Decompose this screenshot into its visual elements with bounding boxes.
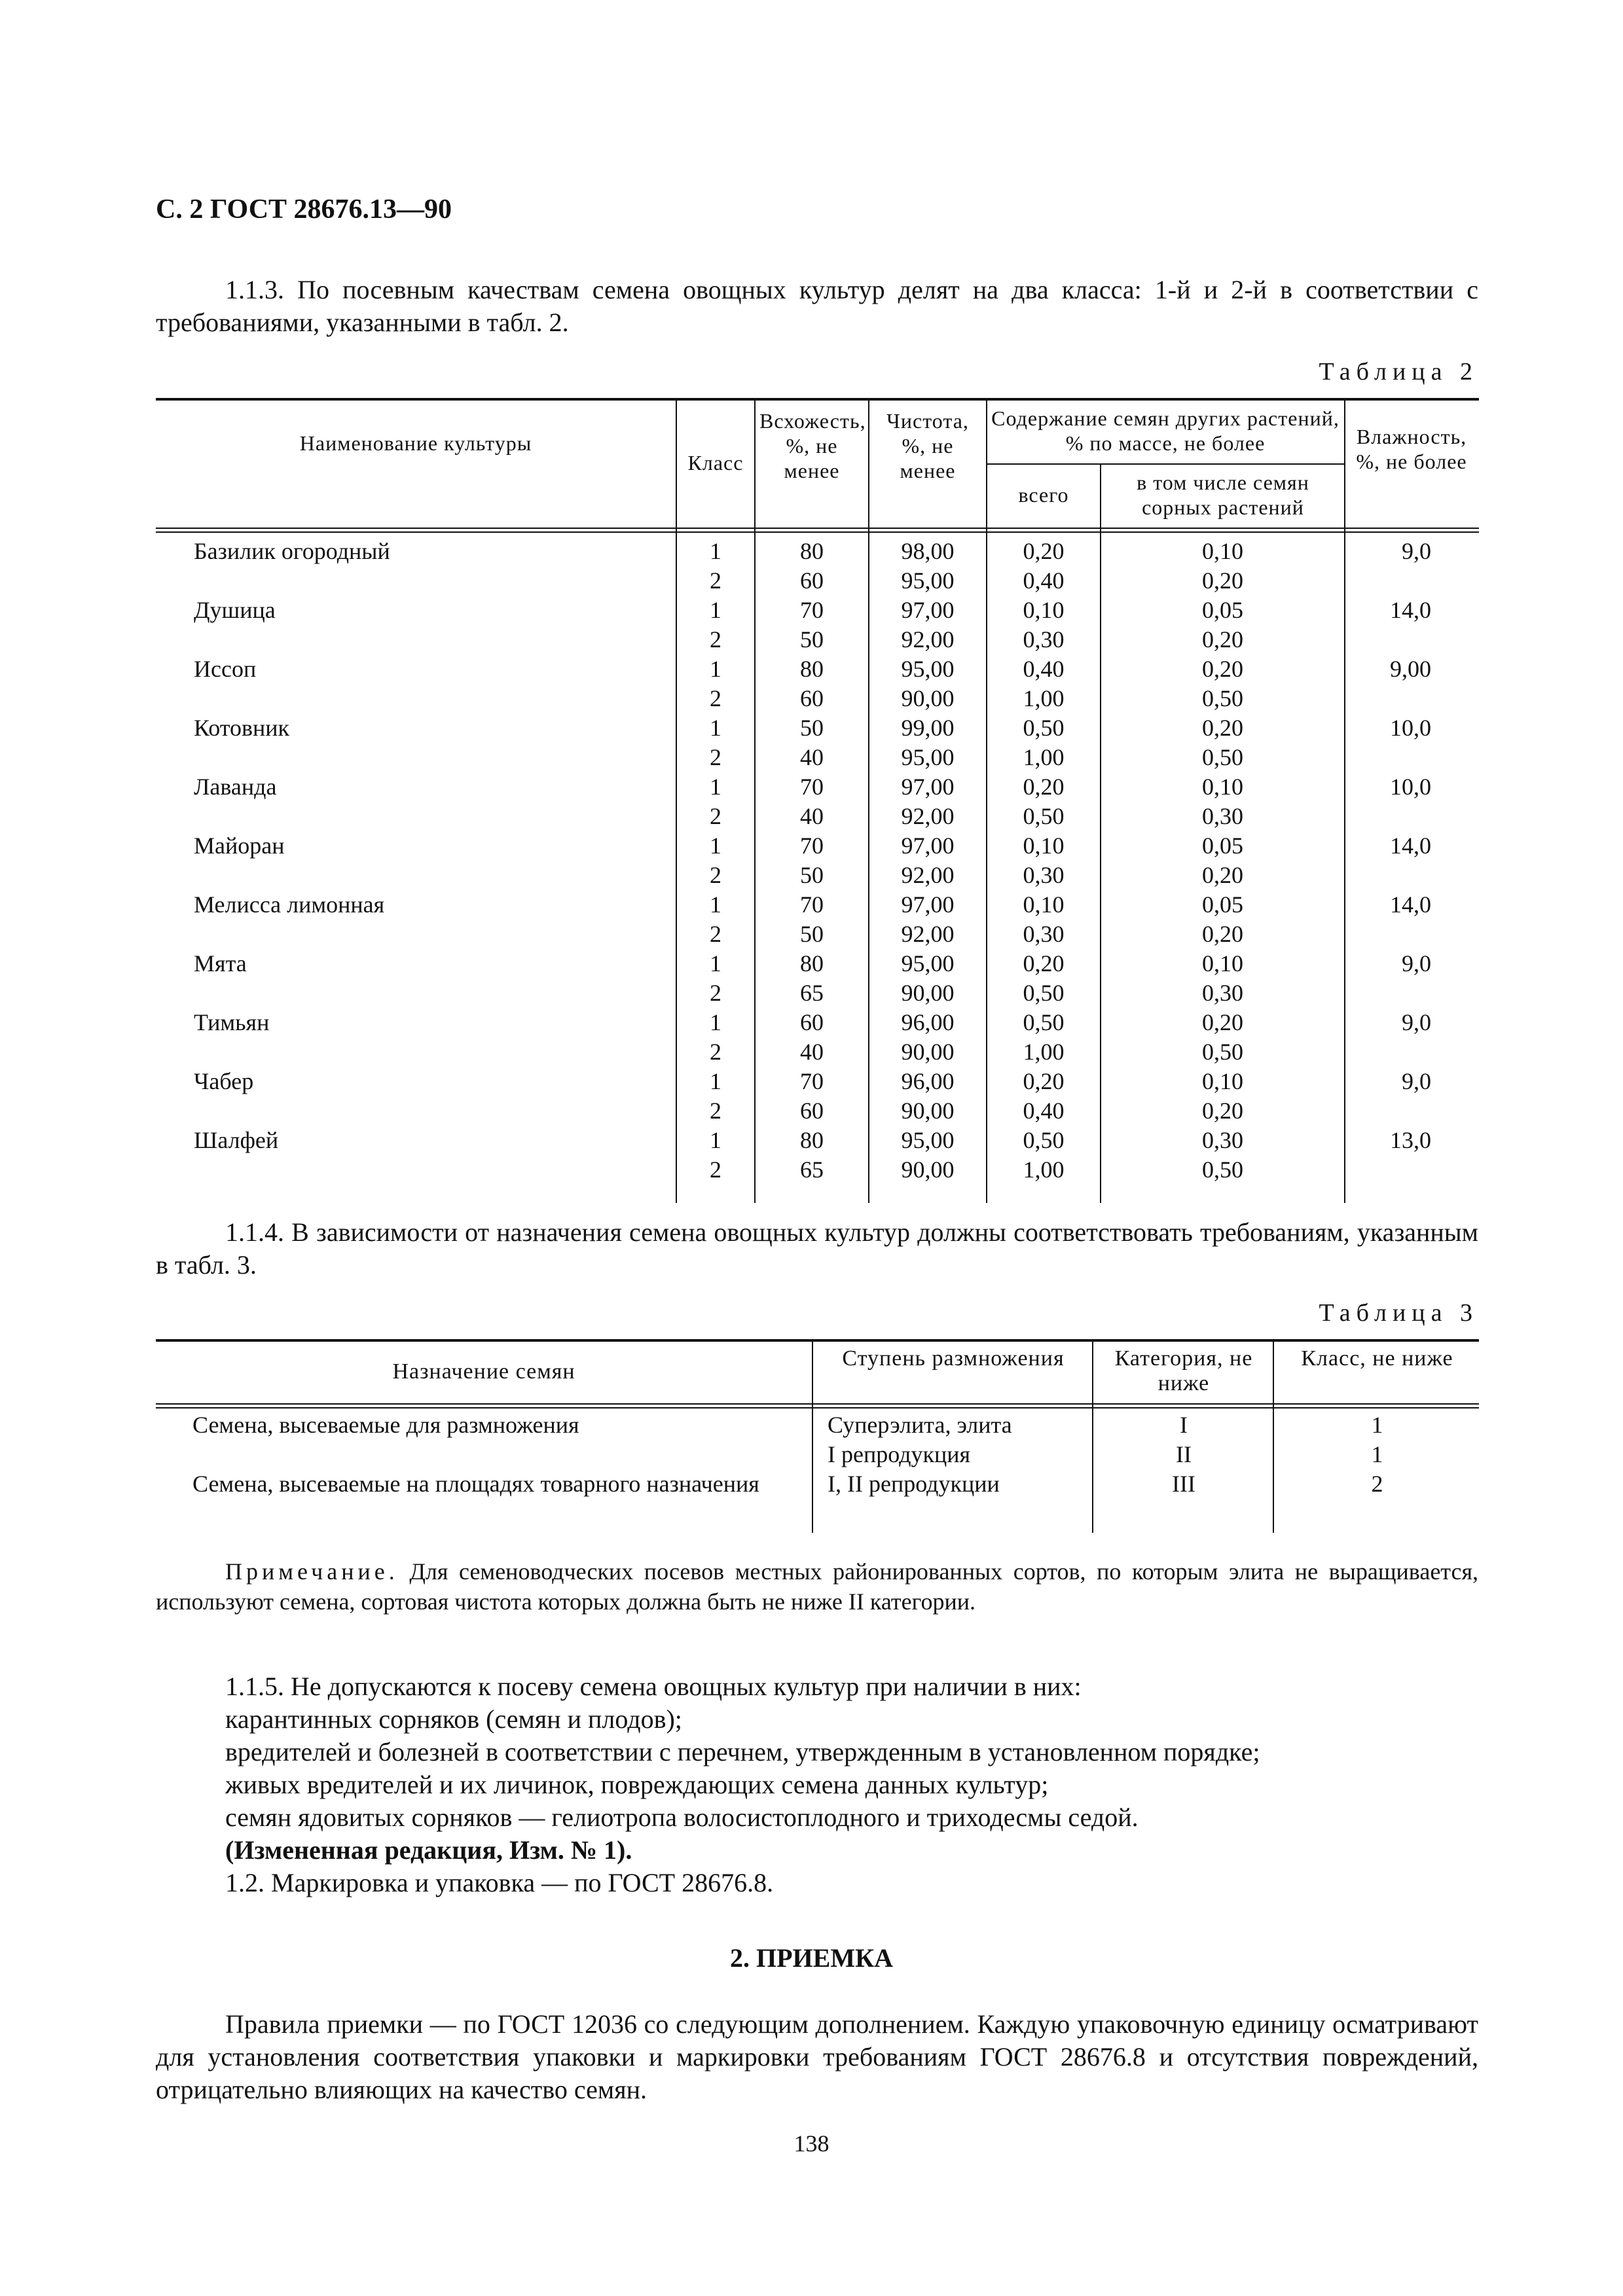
t2-purity: 95,00 (901, 744, 955, 770)
list-item: карантинных сорняков (семян и плодов); (225, 1704, 682, 1734)
t2-moisture: 14,0 (1390, 833, 1431, 859)
list-item: вредителей и болезней в соответствии с перечнем, утвержденным в установленном порядке; (225, 1737, 1260, 1767)
t2-moisture: 9,0 (1402, 950, 1431, 977)
t2-total: 0,40 (1023, 656, 1065, 682)
t2-purity: 95,00 (901, 656, 955, 682)
t3-class: 2 (1371, 1471, 1383, 1497)
t2-germination: 40 (800, 744, 824, 770)
t2-class: 2 (710, 744, 721, 770)
t2-moisture: 9,0 (1402, 538, 1431, 564)
t2-crop-name: Чабер (194, 1068, 254, 1094)
t2-purity: 96,00 (901, 1068, 955, 1094)
t2-total: 1,00 (1023, 744, 1065, 770)
t2-weeds: 0,50 (1202, 1039, 1243, 1065)
t2-germination: 60 (800, 567, 824, 594)
t2-moisture: 9,0 (1402, 1068, 1431, 1094)
t3-header-purpose: Назначение семян (392, 1359, 575, 1384)
t2-crop-name: Тимьян (194, 1009, 270, 1035)
t2-crop-name: Иссоп (194, 656, 257, 682)
table-3-note (156, 1556, 1478, 1617)
t2-purity: 98,00 (901, 538, 955, 564)
t2-moisture: 14,0 (1390, 891, 1431, 918)
t2-germination: 60 (800, 1009, 824, 1035)
t3-category: I (1180, 1412, 1188, 1438)
t2-germination: 70 (800, 1068, 824, 1094)
t2-weeds: 0,20 (1202, 862, 1243, 888)
t2-germination: 80 (800, 950, 824, 977)
t2-purity: 97,00 (901, 774, 955, 800)
t2-weeds: 0,20 (1202, 656, 1243, 682)
t2-weeds: 0,10 (1202, 538, 1243, 564)
t2-class: 2 (710, 626, 721, 653)
t2-germination: 70 (800, 597, 824, 623)
t2-class: 2 (710, 1098, 721, 1124)
table-3-caption: Таблица 3 (1319, 1299, 1478, 1327)
t2-moisture: 13,0 (1390, 1127, 1431, 1153)
t2-purity: 90,00 (901, 1098, 955, 1124)
t2-total: 0,50 (1023, 980, 1065, 1006)
paragraph-1-2: 1.2. Маркировка и упаковка — по ГОСТ 28676.8. (225, 1868, 774, 1897)
t2-class: 2 (710, 803, 721, 829)
t2-purity: 96,00 (901, 1009, 955, 1035)
t2-moisture: 14,0 (1390, 597, 1431, 623)
t2-crop-name: Шалфей (194, 1127, 279, 1153)
t2-total: 0,40 (1023, 1098, 1065, 1124)
t2-weeds: 0,10 (1202, 950, 1243, 977)
t2-germination: 70 (800, 774, 824, 800)
list-item: семян ядовитых сорняков — гелиотропа волосистоплодного и триходесмы седой. (225, 1803, 1139, 1832)
t2-germination: 80 (800, 538, 824, 564)
t3-class: 1 (1371, 1412, 1383, 1438)
t2-weeds: 0,50 (1202, 1157, 1243, 1183)
t2-class: 2 (710, 980, 721, 1006)
t2-weeds: 0,05 (1202, 891, 1243, 918)
t2-class: 1 (710, 538, 721, 564)
t2-purity: 95,00 (901, 567, 955, 594)
t3-category: II (1176, 1441, 1192, 1467)
t2-germination: 70 (800, 891, 824, 918)
t3-purpose: Семена, высеваемые на площадях товарного назначения (192, 1471, 759, 1497)
note-label: Примечание. (225, 1558, 399, 1585)
t2-total: 0,50 (1023, 803, 1065, 829)
t2-crop-name: Лаванда (194, 774, 277, 800)
list-item: живых вредителей и их личинок, повреждающих семена данных культур; (225, 1770, 1049, 1799)
t2-class: 1 (710, 597, 721, 623)
t2-crop-name: Майоран (194, 833, 285, 859)
section-2-text: Правила приемки — по ГОСТ 12036 со следующим дополнением. Каждую упаковочную единицу осматривают для установления соответствия упаковки и маркировки требованиям ГОСТ 28676.8 и отсутствия повреждений, отрицательно влияющих на качество семян. (156, 2009, 1478, 2104)
t2-total: 0,50 (1023, 1009, 1065, 1035)
t2-total: 0,30 (1023, 862, 1065, 888)
t2-weeds: 0,50 (1202, 744, 1243, 770)
header-purity: Чистота, %, не менее (886, 409, 969, 482)
t2-class: 1 (710, 1009, 721, 1035)
t2-germination: 50 (800, 921, 824, 947)
t2-class: 2 (710, 921, 721, 947)
page-number: 138 (793, 2130, 830, 2157)
t2-class: 1 (710, 1127, 721, 1153)
t2-germination: 40 (800, 1039, 824, 1065)
t2-purity: 95,00 (901, 950, 955, 977)
header-total: всего (1018, 483, 1069, 507)
t2-purity: 92,00 (901, 626, 955, 653)
t2-class: 2 (710, 685, 721, 711)
t2-crop-name: Душица (194, 597, 276, 623)
t2-weeds: 0,20 (1202, 1009, 1243, 1035)
t2-germination: 60 (800, 1098, 824, 1124)
t2-weeds: 0,20 (1202, 1098, 1243, 1124)
t2-total: 0,20 (1023, 1068, 1065, 1094)
header-germination: Всхожесть, %, не менее (759, 409, 866, 482)
t2-total: 1,00 (1023, 1039, 1065, 1065)
t2-total: 0,20 (1023, 950, 1065, 977)
t2-total: 0,50 (1023, 715, 1065, 741)
t2-class: 1 (710, 950, 721, 977)
t2-moisture: 9,00 (1390, 656, 1431, 682)
t2-weeds: 0,20 (1202, 921, 1243, 947)
header-class: Класс (687, 451, 744, 475)
t2-weeds: 0,30 (1202, 980, 1243, 1006)
t2-purity: 90,00 (901, 1039, 955, 1065)
t3-header-stage: Ступень размножения (842, 1346, 1065, 1371)
t2-weeds: 0,20 (1202, 715, 1243, 741)
t2-total: 0,30 (1023, 921, 1065, 947)
t2-germination: 70 (800, 833, 824, 859)
t2-weeds: 0,20 (1202, 567, 1243, 594)
t2-germination: 50 (800, 715, 824, 741)
t2-class: 2 (710, 1157, 721, 1183)
t3-stage: I, II репродукции (828, 1471, 1000, 1497)
t2-purity: 92,00 (901, 862, 955, 888)
t2-class: 1 (710, 715, 721, 741)
t2-class: 1 (710, 833, 721, 859)
t3-stage: Суперэлита, элита (828, 1412, 1012, 1438)
table-2-caption: Таблица 2 (1319, 358, 1478, 386)
t2-weeds: 0,05 (1202, 833, 1243, 859)
t2-moisture: 10,0 (1390, 715, 1431, 741)
header-moisture: Влажность, %, не более (1356, 425, 1467, 473)
t2-purity: 92,00 (901, 921, 955, 947)
header-weeds: в том числе семян сорных растений (1137, 471, 1309, 519)
t2-purity: 90,00 (901, 1157, 955, 1183)
t2-germination: 80 (800, 656, 824, 682)
t3-header-class: Класс, не ниже (1301, 1346, 1453, 1371)
t2-total: 0,20 (1023, 538, 1065, 564)
t2-class: 1 (710, 774, 721, 800)
t2-crop-name: Котовник (194, 715, 290, 741)
t2-total: 0,10 (1023, 891, 1065, 918)
header-other-seeds: Содержание семян других растений, % по массе, не более (991, 406, 1340, 455)
t2-purity: 99,00 (901, 715, 955, 741)
amendment-note: (Измененная редакция, Изм. № 1). (225, 1835, 632, 1865)
header-name: Наименование культуры (299, 431, 532, 455)
t2-germination: 40 (800, 803, 824, 829)
t2-germination: 80 (800, 1127, 824, 1153)
t2-purity: 95,00 (901, 1127, 955, 1153)
t2-total: 0,10 (1023, 597, 1065, 623)
t2-germination: 65 (800, 1157, 824, 1183)
t2-class: 2 (710, 862, 721, 888)
t2-germination: 50 (800, 862, 824, 888)
t2-weeds: 0,20 (1202, 626, 1243, 653)
t2-weeds: 0,10 (1202, 774, 1243, 800)
t2-total: 1,00 (1023, 685, 1065, 711)
t2-moisture: 9,0 (1402, 1009, 1431, 1035)
t3-category: III (1172, 1471, 1195, 1497)
t2-class: 2 (710, 1039, 721, 1065)
t2-germination: 60 (800, 685, 824, 711)
note-text: Для семеноводческих посевов местных районированных сортов, по которым элита не выращивается, используют семена, сортовая чистота которых должна быть не ниже II категории. (156, 1558, 1478, 1615)
t2-purity: 90,00 (901, 980, 955, 1006)
t2-germination: 50 (800, 626, 824, 653)
t2-class: 1 (710, 1068, 721, 1094)
t2-purity: 92,00 (901, 803, 955, 829)
t2-crop-name: Базилик огородный (194, 538, 390, 564)
t3-class: 1 (1371, 1441, 1383, 1467)
t2-purity: 97,00 (901, 891, 955, 918)
section-2-title: 2. ПРИЕМКА (730, 1943, 893, 1973)
t2-purity: 97,00 (901, 597, 955, 623)
t2-class: 1 (710, 656, 721, 682)
t2-purity: 97,00 (901, 833, 955, 859)
t2-total: 0,30 (1023, 626, 1065, 653)
t3-purpose: Семена, высеваемые для размножения (192, 1412, 579, 1438)
t2-moisture: 10,0 (1390, 774, 1431, 800)
t2-germination: 65 (800, 980, 824, 1006)
t3-stage: I репродукция (828, 1441, 971, 1467)
paragraph-1-1-3: 1.1.3. По посевным качествам семена овощных культур делят на два класса: 1-й и 2-й в соответствии с требованиями, указанными в табл. 2. (156, 275, 1478, 337)
t3-header-category: Категория, не ниже (1114, 1346, 1253, 1395)
t2-weeds: 0,30 (1202, 1127, 1243, 1153)
t2-purity: 90,00 (901, 685, 955, 711)
t2-weeds: 0,10 (1202, 1068, 1243, 1094)
paragraph-1-1-4: 1.1.4. В зависимости от назначения семена овощных культур должны соответствовать требованиям, указанным в табл. 3. (156, 1217, 1478, 1280)
t2-weeds: 0,30 (1202, 803, 1243, 829)
t2-total: 0,50 (1023, 1127, 1065, 1153)
t2-total: 0,10 (1023, 833, 1065, 859)
t2-total: 0,40 (1023, 567, 1065, 594)
page-header: С. 2 ГОСТ 28676.13—90 (156, 194, 452, 224)
t2-class: 1 (710, 891, 721, 918)
t2-class: 2 (710, 567, 721, 594)
t2-crop-name: Мелисса лимонная (194, 891, 385, 918)
t2-total: 1,00 (1023, 1157, 1065, 1183)
t2-weeds: 0,50 (1202, 685, 1243, 711)
t2-weeds: 0,05 (1202, 597, 1243, 623)
paragraph-1-1-5: 1.1.5. Не допускаются к посеву семена овощных культур при наличии в них: (225, 1672, 1082, 1701)
t2-crop-name: Мята (194, 950, 247, 977)
t2-total: 0,20 (1023, 774, 1065, 800)
